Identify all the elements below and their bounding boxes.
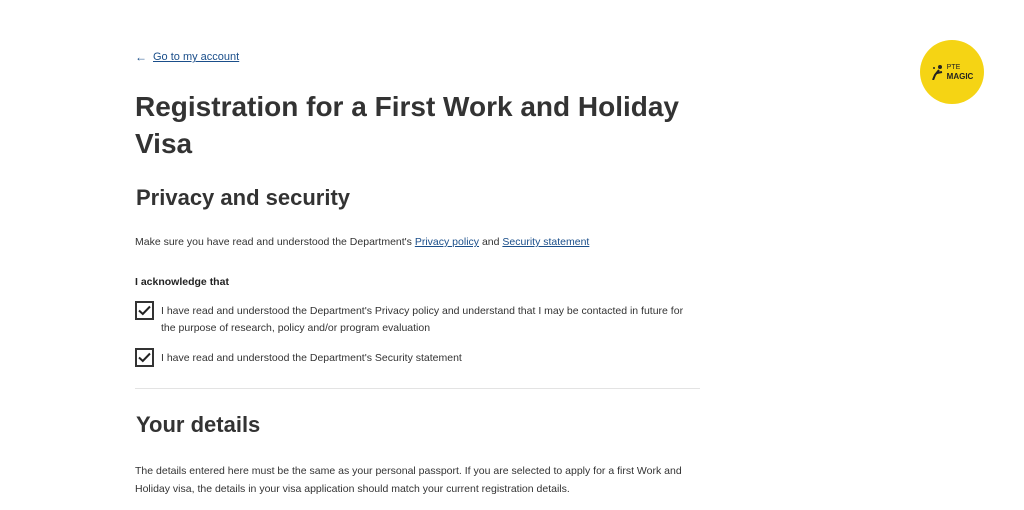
- back-link[interactable]: [135, 50, 239, 64]
- privacy-policy-checkbox-row[interactable]: [135, 301, 695, 337]
- page-title: Registration for a First Work and Holiday Visa: [135, 91, 680, 159]
- intro-and: and: [479, 236, 503, 248]
- security-statement-link[interactable]: Security statement: [502, 236, 590, 248]
- security-statement-checkbox-row[interactable]: [135, 348, 695, 367]
- details-description: The details entered here must be the same as your personal passport. If you are selected to apply for a first Work and Holiday visa, the details in your visa application should match your current registration details.: [135, 465, 682, 495]
- go-to-account-link[interactable]: Go to my account: [153, 51, 240, 63]
- arrow-left-icon: ←: [135, 50, 147, 64]
- privacy-intro: [135, 236, 589, 248]
- security-statement-checkbox[interactable]: [135, 348, 154, 367]
- privacy-policy-checkbox-label: I have read and understood the Department's Privacy policy and understand that I may be contacted in future for the purpose of research, policy and/or program evaluation: [161, 305, 684, 334]
- checkmark-icon: [138, 352, 151, 363]
- logo-text-magic: MAGIC: [946, 72, 974, 81]
- section-divider: [135, 388, 700, 389]
- logo-text-pte: PTE: [946, 64, 961, 71]
- privacy-heading: Privacy and security: [136, 185, 351, 210]
- pte-magic-logo: [920, 40, 984, 104]
- acknowledge-label: I acknowledge that: [135, 276, 229, 288]
- checkmark-icon: [138, 305, 151, 316]
- privacy-policy-checkbox[interactable]: [135, 301, 154, 320]
- figure-icon: [931, 64, 945, 80]
- details-heading: Your details: [136, 412, 261, 437]
- security-statement-checkbox-label: I have read and understood the Department's Security statement: [161, 352, 462, 364]
- intro-prefix: Make sure you have read and understood the Department's: [135, 236, 415, 248]
- privacy-policy-link[interactable]: Privacy policy: [414, 236, 480, 248]
